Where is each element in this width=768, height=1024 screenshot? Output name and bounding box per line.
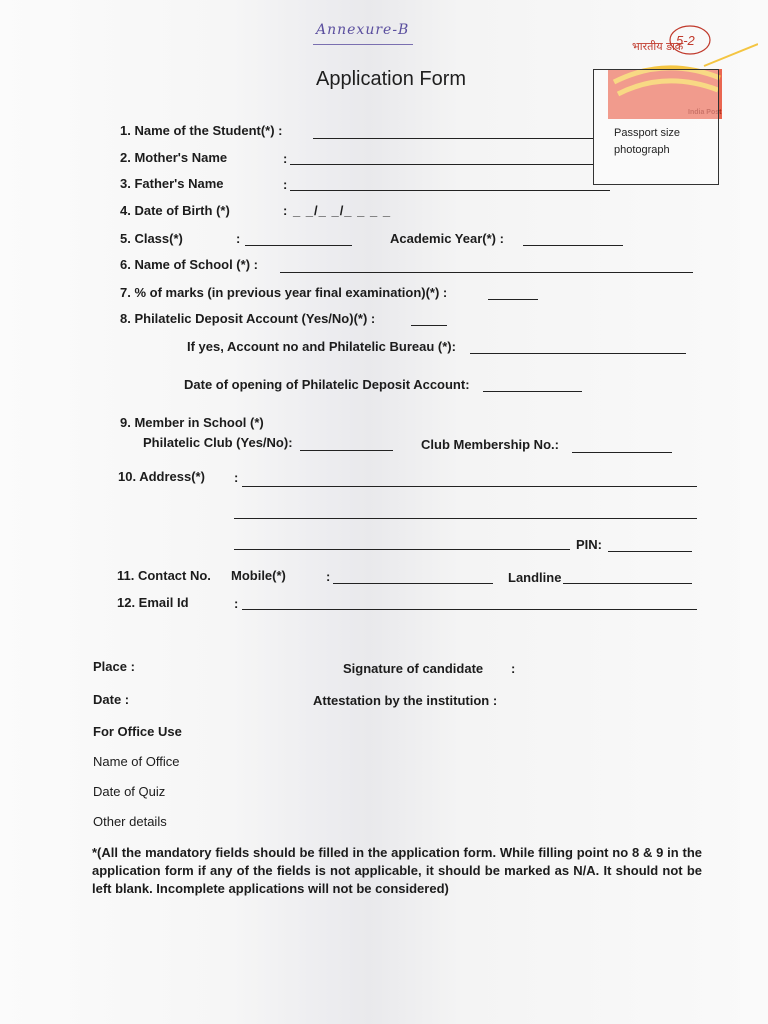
annexure-underline xyxy=(313,44,413,45)
other-details-label: Other details xyxy=(93,814,167,829)
academic-year-label: Academic Year(*) : xyxy=(390,231,504,246)
email-field[interactable] xyxy=(242,609,697,610)
annexure-handwritten-label: Annexure-B xyxy=(316,22,410,38)
pin-label: PIN: xyxy=(576,537,602,552)
date-label: Date : xyxy=(93,692,130,707)
mother-name-field[interactable] xyxy=(290,164,593,165)
mother-name-colon: : xyxy=(283,151,288,166)
mother-name-label: 2. Mother's Name xyxy=(120,150,228,165)
address-line-2[interactable] xyxy=(234,518,697,519)
philatelic-club-field[interactable] xyxy=(300,450,393,451)
logo-hindi-text: भारतीय डाक xyxy=(632,40,684,53)
student-name-field[interactable] xyxy=(313,138,593,139)
email-colon: : xyxy=(234,596,239,611)
date-of-quiz-label: Date of Quiz xyxy=(93,784,166,799)
signature-label: Signature of candidate xyxy=(343,661,484,676)
signature-colon: : xyxy=(511,661,516,676)
student-name-label: 1. Name of the Student(*) : xyxy=(120,123,283,138)
mobile-field[interactable] xyxy=(333,583,493,584)
dob-field[interactable]: : _ _/_ _/_ _ _ _ xyxy=(283,203,392,218)
marks-label: 7. % of marks (in previous year final examination)(*) : xyxy=(120,285,448,300)
deposit-account-label: 8. Philatelic Deposit Account (Yes/No)(*) : xyxy=(120,311,376,326)
philatelic-club-label: Philatelic Club (Yes/No): xyxy=(143,435,293,450)
father-name-colon: : xyxy=(283,177,288,192)
deposit-opening-date-field[interactable] xyxy=(483,391,582,392)
logo-brand-text: India Post xyxy=(688,109,722,116)
email-label: 12. Email Id xyxy=(117,595,189,610)
landline-label: Landline xyxy=(508,570,562,585)
form-title: Application Form xyxy=(316,68,467,90)
class-colon: : xyxy=(236,231,241,246)
address-colon: : xyxy=(234,470,239,485)
name-of-office-label: Name of Office xyxy=(93,754,180,769)
father-name-label: 3. Father's Name xyxy=(120,176,224,191)
logo-stamp-mark: 5-2 xyxy=(676,33,695,48)
school-name-label: 6. Name of School (*) : xyxy=(120,257,258,272)
club-membership-label: Club Membership No.: xyxy=(421,437,559,452)
place-label: Place : xyxy=(93,659,135,674)
club-member-label: 9. Member in School (*) xyxy=(120,415,264,430)
office-use-heading: For Office Use xyxy=(93,724,182,739)
account-no-bureau-label: If yes, Account no and Philatelic Bureau (*): xyxy=(187,339,456,354)
photo-box-caption: Passport size photograph xyxy=(614,127,681,156)
class-field[interactable] xyxy=(245,245,352,246)
father-name-field[interactable] xyxy=(290,190,610,191)
class-label: 5. Class(*) xyxy=(120,231,183,246)
address-line-3[interactable] xyxy=(234,549,570,550)
deposit-account-field[interactable] xyxy=(411,325,447,326)
passport-photo-box[interactable] xyxy=(593,69,719,185)
mobile-label: Mobile(*) xyxy=(231,568,286,583)
marks-field[interactable] xyxy=(488,299,538,300)
address-line-1[interactable] xyxy=(242,486,697,487)
contact-no-label: 11. Contact No. xyxy=(117,568,211,583)
landline-field[interactable] xyxy=(563,583,692,584)
account-no-bureau-field[interactable] xyxy=(470,353,686,354)
deposit-opening-date-label: Date of opening of Philatelic Deposit Account: xyxy=(184,377,470,392)
address-label: 10. Address(*) xyxy=(118,469,205,484)
club-membership-field[interactable] xyxy=(572,452,672,453)
school-name-field[interactable] xyxy=(280,272,693,273)
academic-year-field[interactable] xyxy=(523,245,623,246)
dob-label: 4. Date of Birth (*) xyxy=(120,203,230,218)
mobile-colon: : xyxy=(326,569,331,584)
pin-field[interactable] xyxy=(608,551,692,552)
mandatory-fields-note: *(All the mandatory fields should be filled in the application form. While filling point no 8 & 9 in the application form if any of the fields is not applicable, it should be marked as N/A. It should not be left blank. Incomplete applications will not be considered) xyxy=(92,845,702,896)
attestation-label: Attestation by the institution : xyxy=(313,693,498,708)
